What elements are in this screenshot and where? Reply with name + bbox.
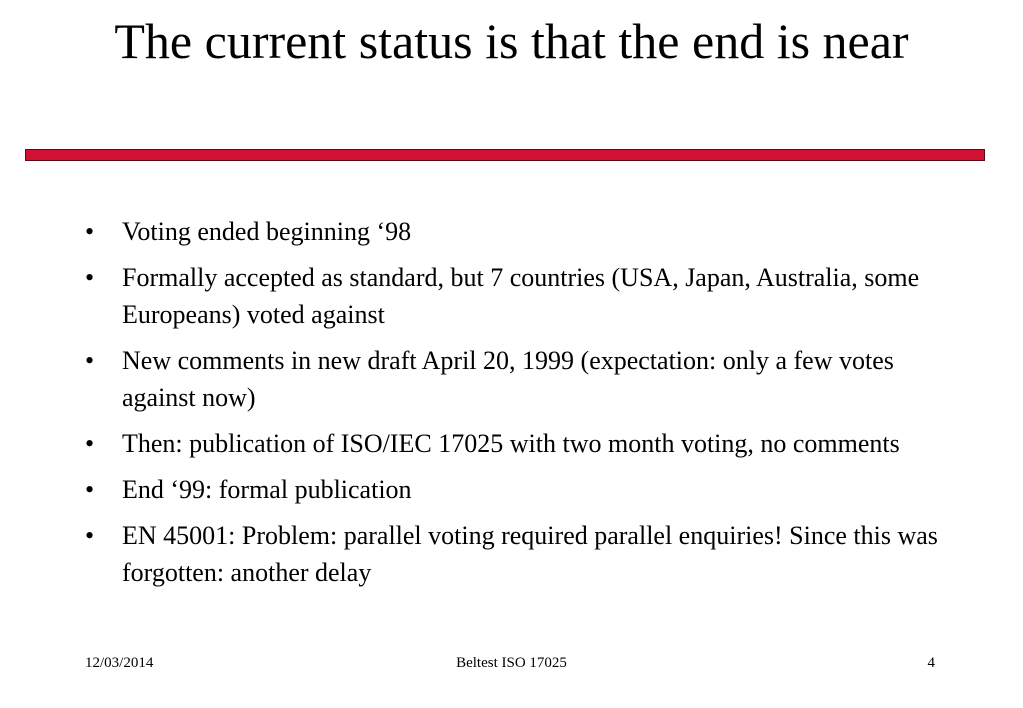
bullet-text: Then: publication of ISO/IEC 17025 with two month voting, no comments bbox=[122, 429, 900, 458]
bullet-item bbox=[85, 342, 945, 416]
footer-date: 12/03/2014 bbox=[85, 655, 154, 671]
bullet-item bbox=[85, 259, 945, 333]
bullet-item bbox=[85, 471, 945, 508]
bullet-text: Voting ended beginning ‘98 bbox=[122, 217, 412, 246]
bullet-icon: • bbox=[85, 263, 95, 292]
slide-title: The current status is that the end is near bbox=[114, 13, 909, 69]
bullet-icon: • bbox=[85, 217, 95, 246]
footer-presentation-name: Beltest ISO 17025 bbox=[456, 655, 567, 671]
bullet-icon: • bbox=[85, 429, 95, 458]
bullet-icon: • bbox=[85, 475, 95, 504]
title-divider bbox=[25, 149, 985, 161]
bullet-text: End ‘99: formal publication bbox=[122, 475, 412, 504]
bullet-text: EN 45001: Problem: parallel voting required parallel enquiries! Since this was forgotten: another delay bbox=[122, 521, 938, 587]
bullet-list bbox=[85, 213, 945, 600]
bullet-item bbox=[85, 213, 945, 250]
footer-page-number: 4 bbox=[927, 655, 935, 671]
bullet-text: Formally accepted as standard, but 7 countries (USA, Japan, Australia, some Europeans) voted against bbox=[122, 263, 920, 329]
bullet-item bbox=[85, 517, 945, 591]
bullet-item bbox=[85, 425, 945, 462]
bullet-icon: • bbox=[85, 521, 95, 550]
bullet-icon: • bbox=[85, 346, 95, 375]
bullet-text: New comments in new draft April 20, 1999 (expectation: only a few votes against now) bbox=[122, 346, 894, 412]
